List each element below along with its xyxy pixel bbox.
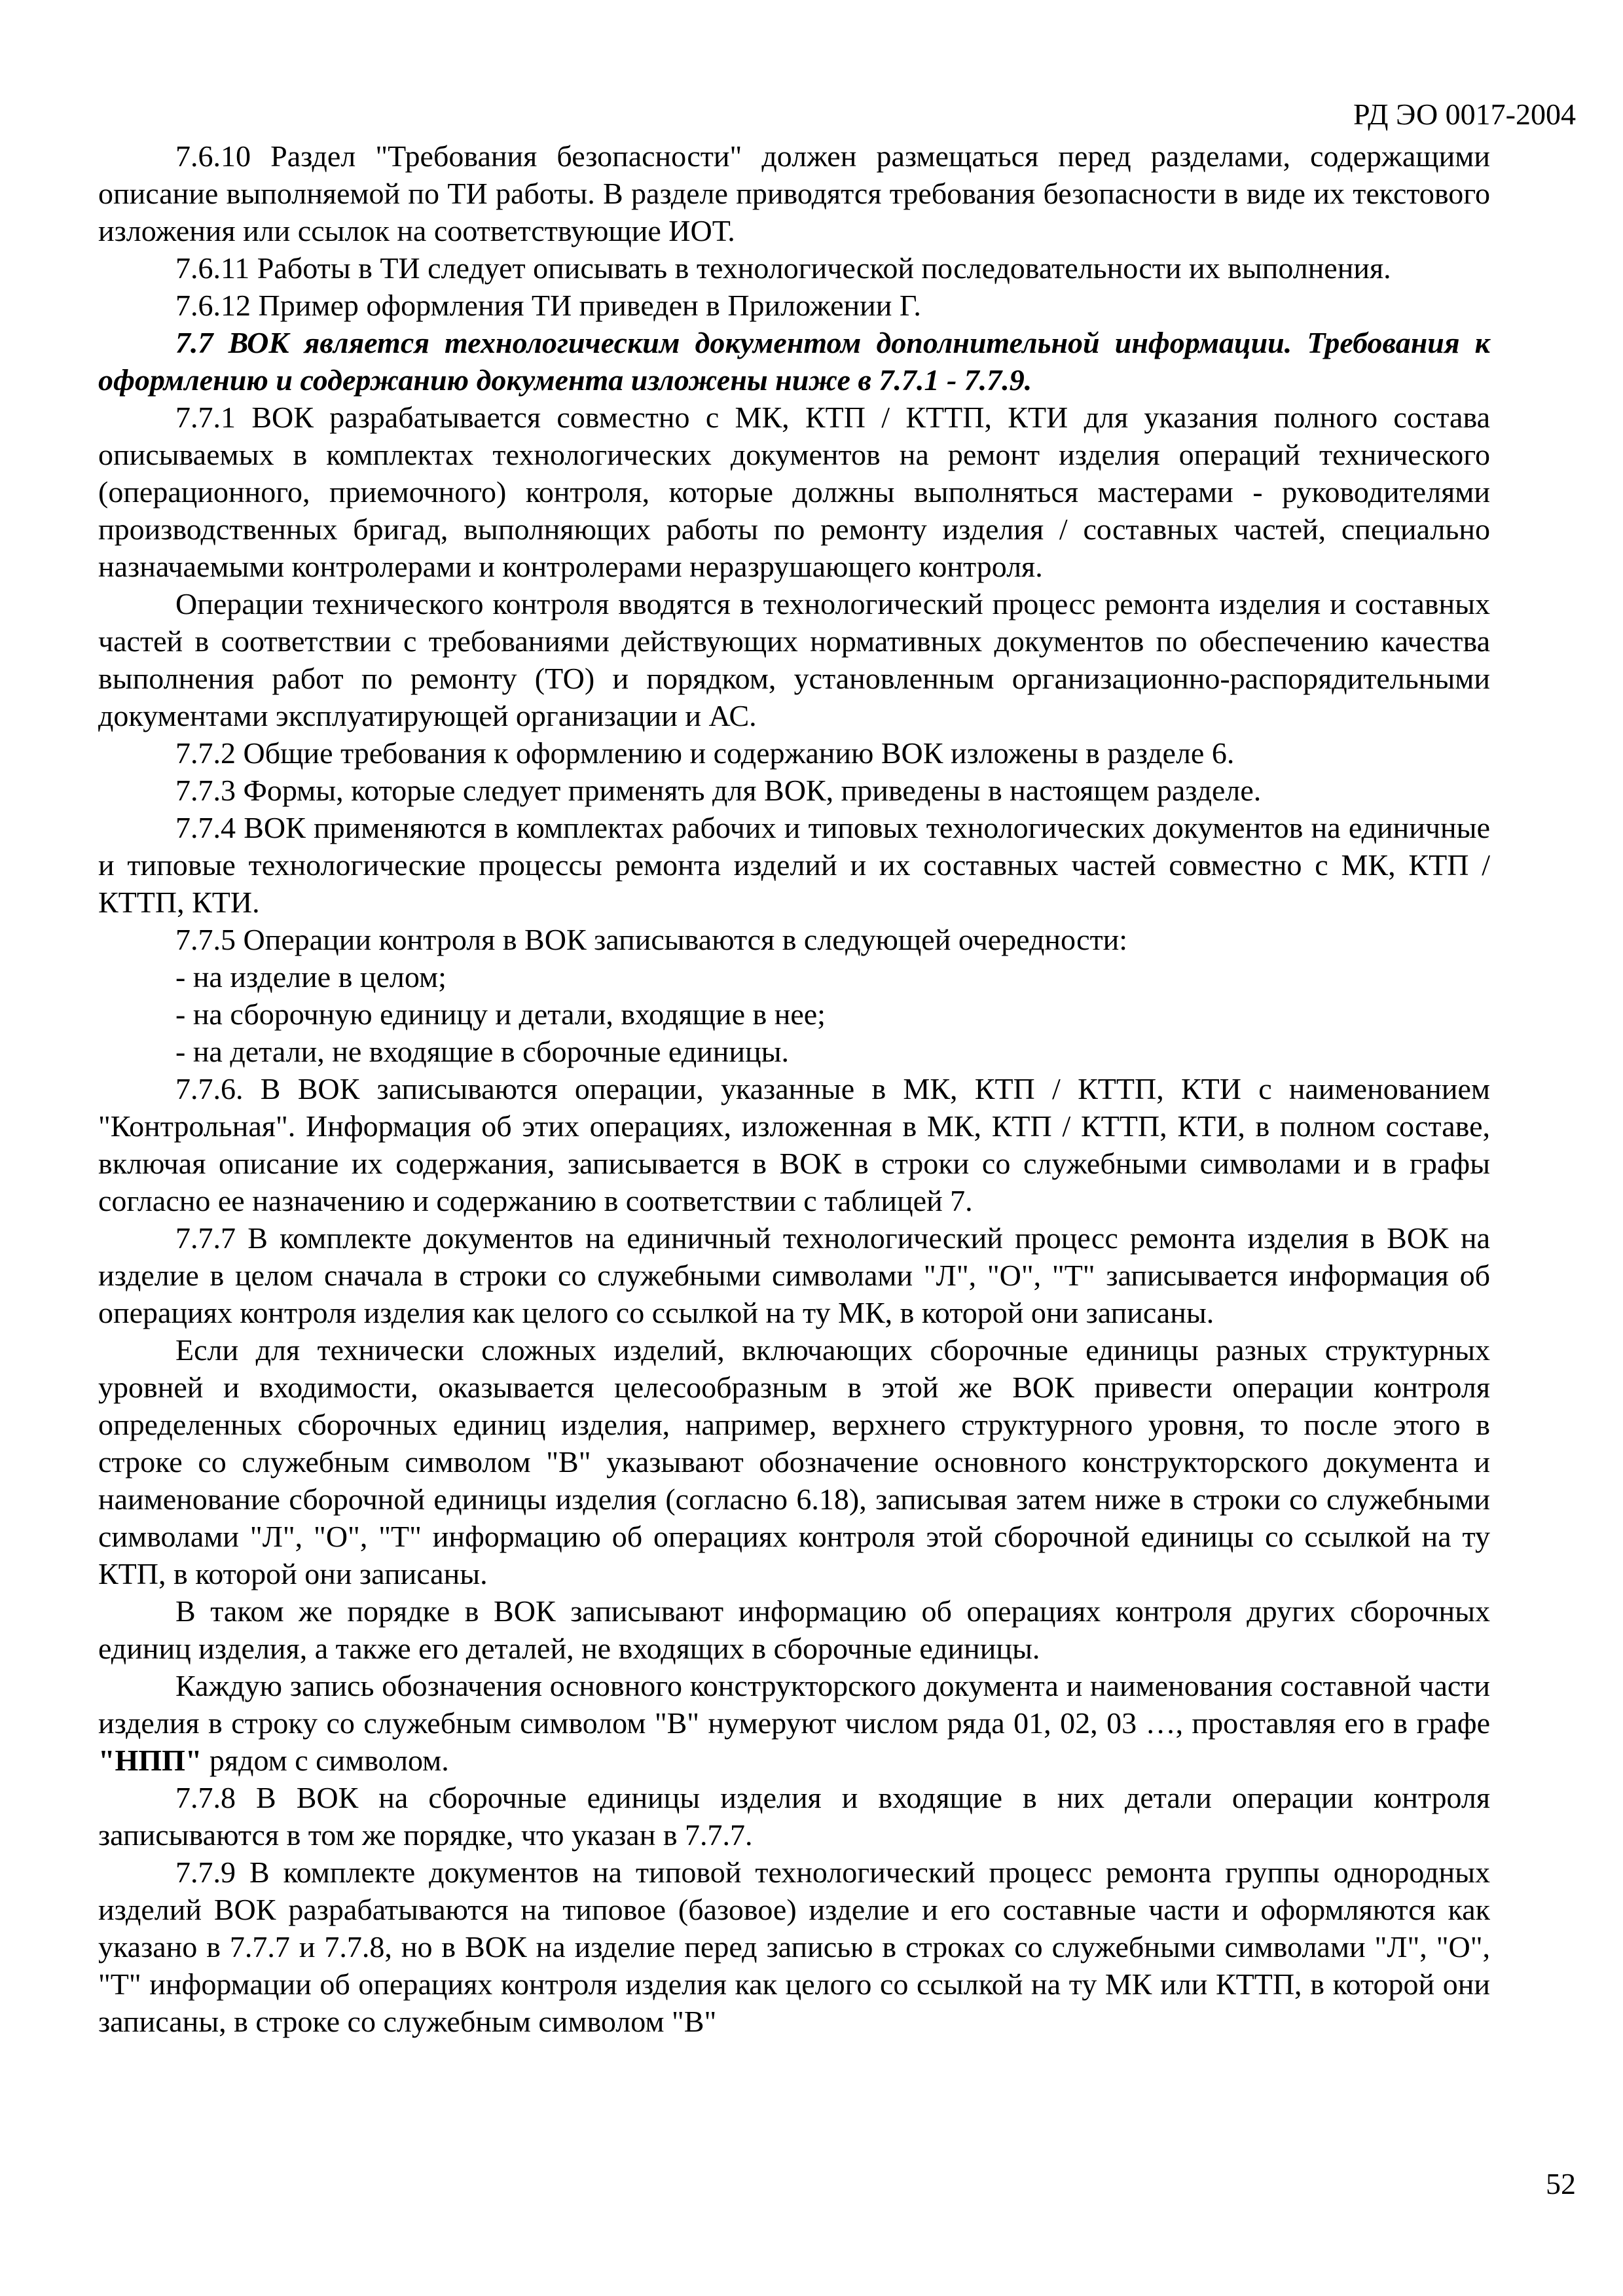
numbering-text-start: Каждую запись обозначения основного конструкторского документа и наименования составной части изделия в строку со служебным символом "В" нумеруют числом ряда 01, 02, 03 …, проставляя его в графе: [98, 1669, 1490, 1740]
paragraph-7-7-2: 7.7.2 Общие требования к оформлению и содержанию ВОК изложены в разделе 6.: [175, 736, 1235, 770]
paragraph-7-7-9: 7.7.9 В комплекте документов на типовой технологический процесс ремонта группы однородных изделий ВОК разрабатываются на типовое (базовое) изделие и его составные части и оформляются как указано в 7.7.7 и 7.7.8, но в ВОК на изделие перед записью в строках со служебными символами "Л", "О", "Т" информации об операциях контроля изделия как целого со ссылкой на ту МК или КТТП, в которой они записаны, в строке со служебным символом "В": [98, 1856, 1490, 2038]
paragraph-7-7-8: 7.7.8 В ВОК на сборочные единицы изделия и входящие в них детали операции контроля записываются в том же порядке, что указан в 7.7.7.: [98, 1781, 1490, 1852]
paragraph-7-7-7: 7.7.7 В комплекте документов на единичный технологический процесс ремонта изделия в ВОК на изделие в целом сначала в строки со служебными символами "Л", "О", "Т" записывается информация об операциях контроля изделия как целого со ссылкой на ту МК, в которой они записаны.: [98, 1221, 1490, 1329]
paragraph-7-7-4: 7.7.4 ВОК применяются в комплектах рабочих и типовых технологических документов на единичные и типовые технологические процессы ремонта изделий и их составных частей совместно с МК, КТП / КТТП, КТИ.: [98, 811, 1490, 919]
list-item: - на детали, не входящие в сборочные единицы.: [175, 1035, 790, 1068]
paragraph-7-7-3: 7.7.3 Формы, которые следует применять для ВОК, приведены в настоящем разделе.: [175, 774, 1262, 807]
paragraph-7-7-5: 7.7.5 Операции контроля в ВОК записываются в следующей очередности:: [175, 923, 1128, 956]
numbering-text-end: рядом с символом.: [202, 1744, 449, 1777]
document-body: [98, 137, 1490, 2040]
paragraph-7-6-11: 7.6.11 Работы в ТИ следует описывать в технологической последовательности их выполнения.: [175, 251, 1391, 285]
paragraph-7-6-12: 7.6.12 Пример оформления ТИ приведен в Приложении Г.: [175, 289, 921, 322]
page-number: 52: [1546, 2167, 1576, 2200]
document-code: РД ЭО 0017-2004: [1353, 98, 1576, 131]
paragraph-numbering: [98, 1667, 1490, 1779]
paragraph-same-order: В таком же порядке в ВОК записывают информацию об операциях контроля других сборочных единиц изделия, а также его деталей, не входящих в сборочные единицы.: [98, 1594, 1490, 1665]
list-item: - на сборочную единицу и детали, входящие в нее;: [175, 997, 826, 1031]
paragraph-7-7-1: 7.7.1 ВОК разрабатывается совместно с МК, КТП / КТТП, КТИ для указания полного состава описываемых в комплектах технологических документов на ремонт изделия операций технического (операционного, приемочного) контроля, которые должны выполняться мастерами - руководителями производственных бригад, выполняющих работы по ремонту изделия / составных частей, специально назначаемыми контролерами и контролерами неразрушающего контроля.: [98, 401, 1490, 583]
paragraph-control-operations: Операции технического контроля вводятся в технологический процесс ремонта изделия и составных частей в соответствии с требованиями действующих нормативных документов по обеспечению качества выполнения работ по ремонту (ТО) и порядком, установленным организационно-распорядительными документами эксплуатирующей организации и АС.: [98, 587, 1490, 732]
list-item: - на изделие в целом;: [175, 960, 447, 994]
paragraph-7-7-6: 7.7.6. В ВОК записываются операции, указанные в МК, КТП / КТТП, КТИ с наименованием "Контрольная". Информация об этих операциях, изложенная в МК, КТП / КТТП, КТИ, в полном составе, включая описание их содержания, записывается в ВОК в строки со служебными символами и в графы согласно ее назначению и содержанию в соответствии с таблицей 7.: [98, 1072, 1490, 1217]
paragraph-7-6-10: 7.6.10 Раздел "Требования безопасности" должен размещаться перед разделами, содержащими описание выполняемой по ТИ работы. В разделе приводятся требования безопасности в виде их текстового изложения или ссылок на соответствующие ИОТ.: [98, 139, 1490, 247]
npp-column-label: "НПП": [98, 1744, 202, 1777]
paragraph-7-7-heading: 7.7 ВОК является технологическим документом дополнительной информации. Требования к оформлению и содержанию документа изложены ниже в 7.7.1 - 7.7.9.: [98, 326, 1490, 397]
paragraph-complex-products: Если для технически сложных изделий, включающих сборочные единицы разных структурных уровней и входимости, оказывается целесообразным в этой же ВОК привести операции контроля определенных сборочных единиц изделия, например, верхнего структурного уровня, то после этого в строке со служебным символом "В" указывают обозначение основного конструкторского документа и наименование сборочной единицы изделия (согласно 6.18), записывая затем ниже в строки со служебными символами "Л", "О", "Т" информацию об операциях контроля этой сборочной единицы со ссылкой на ту КТП, в которой они записаны.: [98, 1333, 1490, 1590]
